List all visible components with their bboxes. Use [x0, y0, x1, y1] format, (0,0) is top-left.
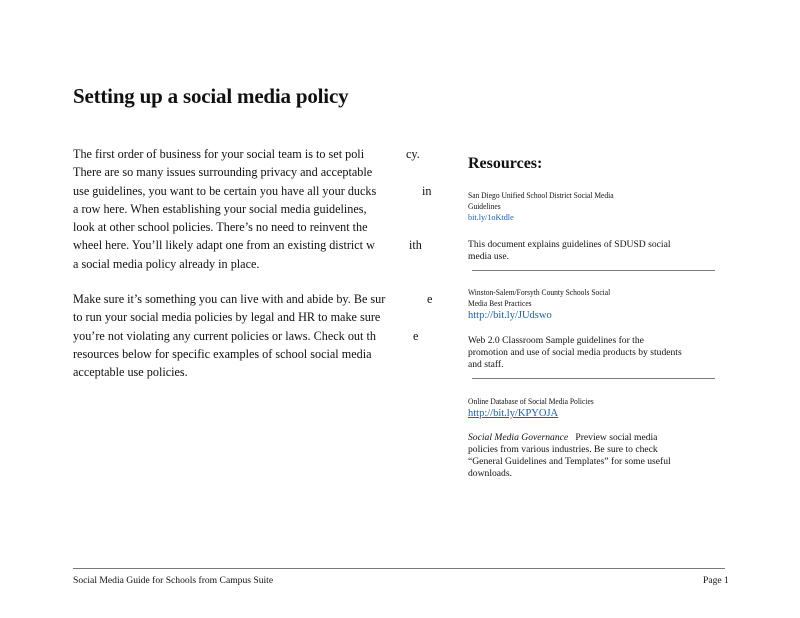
- resource-item-wsfcs: [468, 287, 718, 322]
- resource-title: Online Database of Social Media Policies: [468, 397, 594, 406]
- body-line-text: The first order of business for your social team is to set poli: [73, 147, 365, 161]
- body-paragraph-1: [73, 145, 453, 273]
- resource-divider: [472, 270, 715, 271]
- body-line-text: wheel here. You’ll likely adapt one from an existing district w: [73, 238, 375, 253]
- body-line: [73, 308, 453, 326]
- resource-desc-database-wrap: [468, 432, 718, 480]
- body-line-text: Make sure it’s something you can live with and abide by. Be sur: [73, 292, 386, 306]
- resource-title: Winston-Salem/Forsyth County Schools Social Media Best Practices: [468, 288, 611, 308]
- body-line: [73, 218, 453, 236]
- body-line-text: a social media policy already in place.: [73, 256, 260, 271]
- body-line-text: you’re not violating any current policies or laws. Check out th: [73, 328, 376, 343]
- body-line: [73, 345, 453, 363]
- body-line-text: use guidelines, you want to be certain you have all your ducks: [73, 183, 377, 198]
- resource-desc-text: Preview social media policies from various industries. Be sure to check “General Guidelines and Templates” for some useful downloads.: [468, 432, 671, 479]
- body-line: [73, 363, 453, 381]
- resource-link[interactable]: http://bit.ly/KPYOJA: [468, 408, 559, 419]
- body-paragraph-2: [73, 290, 453, 381]
- page-number: Page 1: [703, 575, 729, 586]
- resources-heading: Resources:: [468, 155, 543, 172]
- resource-item-sdusd: [468, 190, 718, 224]
- page-title: Setting up a social media policy: [73, 84, 349, 108]
- footer-divider: [73, 568, 725, 569]
- resource-desc-wsfcs-wrap: [468, 335, 718, 371]
- resource-link[interactable]: bit.ly/1oKtdle: [468, 213, 514, 222]
- body-line-text: There are so many issues surrounding privacy and acceptable: [73, 165, 373, 180]
- body-line: [73, 255, 453, 273]
- body-line-tail: e: [413, 328, 419, 343]
- resource-description: This document explains guidelines of SDUSD social media use.: [468, 239, 671, 262]
- resource-title: San Diego Unified School District Social Media Guidelines: [468, 191, 614, 211]
- body-line-tail: e: [427, 292, 433, 306]
- body-line: [73, 182, 453, 200]
- body-line-text: look at other school policies. There’s no need to reinvent the: [73, 220, 368, 235]
- body-line-text: acceptable use policies.: [73, 365, 188, 380]
- body-line: [73, 200, 453, 218]
- resource-description: [468, 432, 683, 480]
- body-line: [73, 290, 453, 308]
- body-line-text: a row here. When establishing your social media guidelines,: [73, 201, 367, 216]
- body-line-tail: cy.: [406, 147, 420, 161]
- footer-text: Social Media Guide for Schools from Campus Suite: [73, 575, 274, 586]
- body-line-text: resources below for specific examples of school social media: [73, 346, 372, 361]
- body-line-tail: in: [422, 183, 432, 198]
- resource-divider: [472, 378, 715, 379]
- resource-link[interactable]: http://bit.ly/JUdswo: [468, 310, 552, 321]
- body-line-text: to run your social media policies by legal and HR to make sure: [73, 310, 381, 325]
- resource-item-database: [468, 396, 718, 420]
- body-line: [73, 145, 453, 163]
- resource-desc-sdusd-wrap: [468, 239, 718, 263]
- resource-desc-italic: Social Media Governance: [468, 432, 569, 443]
- body-line: [73, 327, 453, 345]
- body-line: [73, 236, 453, 254]
- body-line-tail: ith: [409, 238, 422, 253]
- resource-description: Web 2.0 Classroom Sample guidelines for the promotion and use of social media products by students and staff.: [468, 335, 682, 370]
- body-line: [73, 163, 453, 181]
